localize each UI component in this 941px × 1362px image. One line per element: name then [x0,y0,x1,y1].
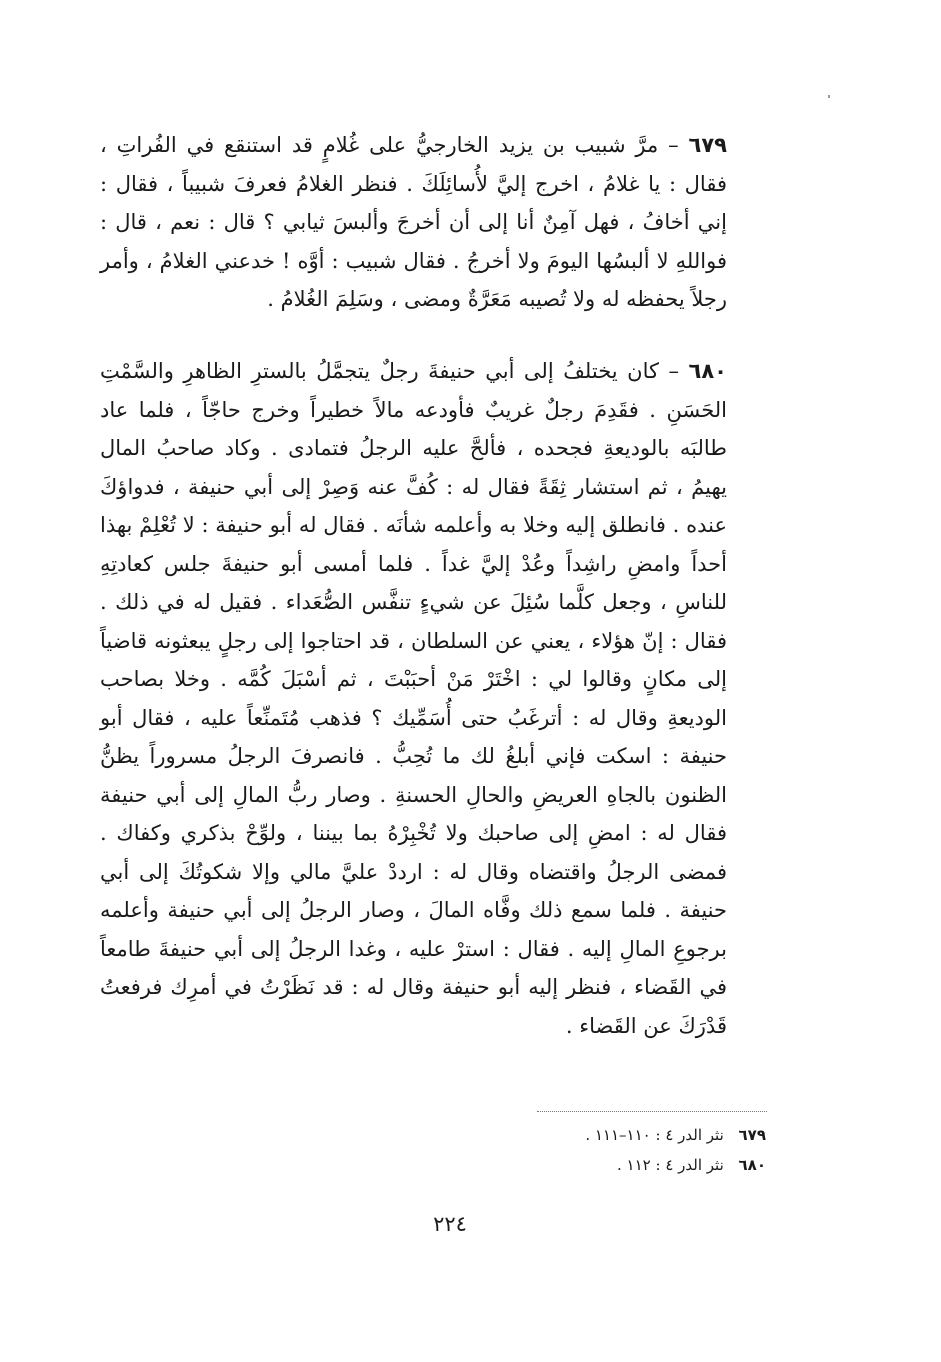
paragraph-text: – كان يختلفُ إلى أبي حنيفةَ رجلٌ يتجمَّلُ بالسترِ الظاهرِ والسَّمْتِ الحَسَنِ . فقَدِمَ رجلٌ غريبٌ فأودعه مالاً خطيراً وخرج حاجّاً ، فلما عاد طالبَه بالوديعةِ فجحده ، فألحَّ عليه الرجلُ فتمادى . وكاد صاحبُ المال يهيمُ ، ثم استشار ثِقَةً فقال له : كُفَّ عنه وَصِرْ إلى أبي حنيفة ، فدواؤكَ عنده . فانطلق إليه وخلا به وأعلمه شأنَه . فقال له أبو حنيفة : لا تُعْلِمْ بهذا أحداً وامضِ راشِداً وعُدْ إليَّ غداً . فلما أمسى أبو حنيفةَ جلس كعادتِهِ للناسِ ، وجعل كلَّما سُئِلَ عن شيءٍ تنفَّس الصُّعَداء . فقيل له في ذلك . فقال : إنّ هؤلاء ، يعني عن السلطان ، قد احتاجوا إلى رجلٍ يبعثونه قاضياً إلى مكانٍ وقالوا لي : اخْتَرْ مَنْ أحبَبْتَ ، ثم أسْبَلَ كُمَّه . وخلا بصاحب الوديعةِ وقال له : أترغَبُ حتى أُسَمِّيك ؟ فذهب مُتَمنِّعاً عليه ، فقال أبو حنيفة : اسكت فإني أبلغُ لك ما تُحِبُّ . فانصرفَ الرجلُ مسروراً يظنُّ الظنون بالجاهِ العريضِ والحالِ الحسنةِ . وصار ربُّ المالِ إلى أبي حنيفة فقال له : امضِ إلى صاحبك ولا تُخْبِرْهُ بما بيننا ، ولوِّحْ بذكري وكفاك . فمضى الرجلُ واقتضاه وقال له : ارددْ عليَّ مالي وإلا شكوتُكَ إلى أبي حنيفة . فلما سمع ذلك وفَّاه المالَ ، وصار الرجلُ إلى أبي حنيفة وأعلمه برجوعِ المالِ إليه . فقال : استرْ عليه ، وغدا الرجلُ إلى أبي حنيفةَ طامعاً في القَضاء ، فنظر إليه أبو حنيفة وقال له : قد نَظَرْتُ في أمرِك فرفعتُ قَدْرَكَ عن القَضاء . [100,359,727,1038]
footnote-number: ٦٧٩ [738,1126,766,1144]
paragraph-number: ٦٨٠ [688,359,727,383]
footnote-number: ٦٨٠ [738,1156,766,1174]
footnote-text: نثر الدر ٤ : ١١٢ . [617,1156,724,1174]
stray-mark [828,95,830,98]
paragraph-number: ٦٧٩ [688,133,727,157]
footnote-679 [380,1120,766,1150]
footnote-divider [537,1111,767,1112]
footnotes [380,1120,766,1180]
page-number: ٢٢٤ [433,1212,467,1236]
paragraph-679 [100,126,727,319]
paragraph-text: – مرَّ شبيب بن يزيد الخارجيُّ على غُلامٍ قد استنقع في الفُراتِ ، فقال : يا غلامُ ، اخرج إليَّ لأُسائِلَكَ . فنظر الغلامُ فعرفَ شبيباً ، فقال : إني أخافُ ، فهل آمِنٌ أنا إلى أن أخرجَ وألبسَ ثيابي ؟ قال : نعم ، قال : فواللهِ لا ألبسُها اليومَ ولا أخرجُ . فقال شبيب : أوَّه ! خدعني الغلامُ ، وأمر رجلاً يحفظه له ولا تُصيبه مَعَرَّةٌ ومضى ، وسَلِمَ الغُلامُ . [100,133,727,311]
footnote-text: نثر الدر ٤ : ١١٠–١١١ . [585,1126,724,1144]
paragraph-680 [100,352,727,1045]
footnote-680 [380,1150,766,1180]
